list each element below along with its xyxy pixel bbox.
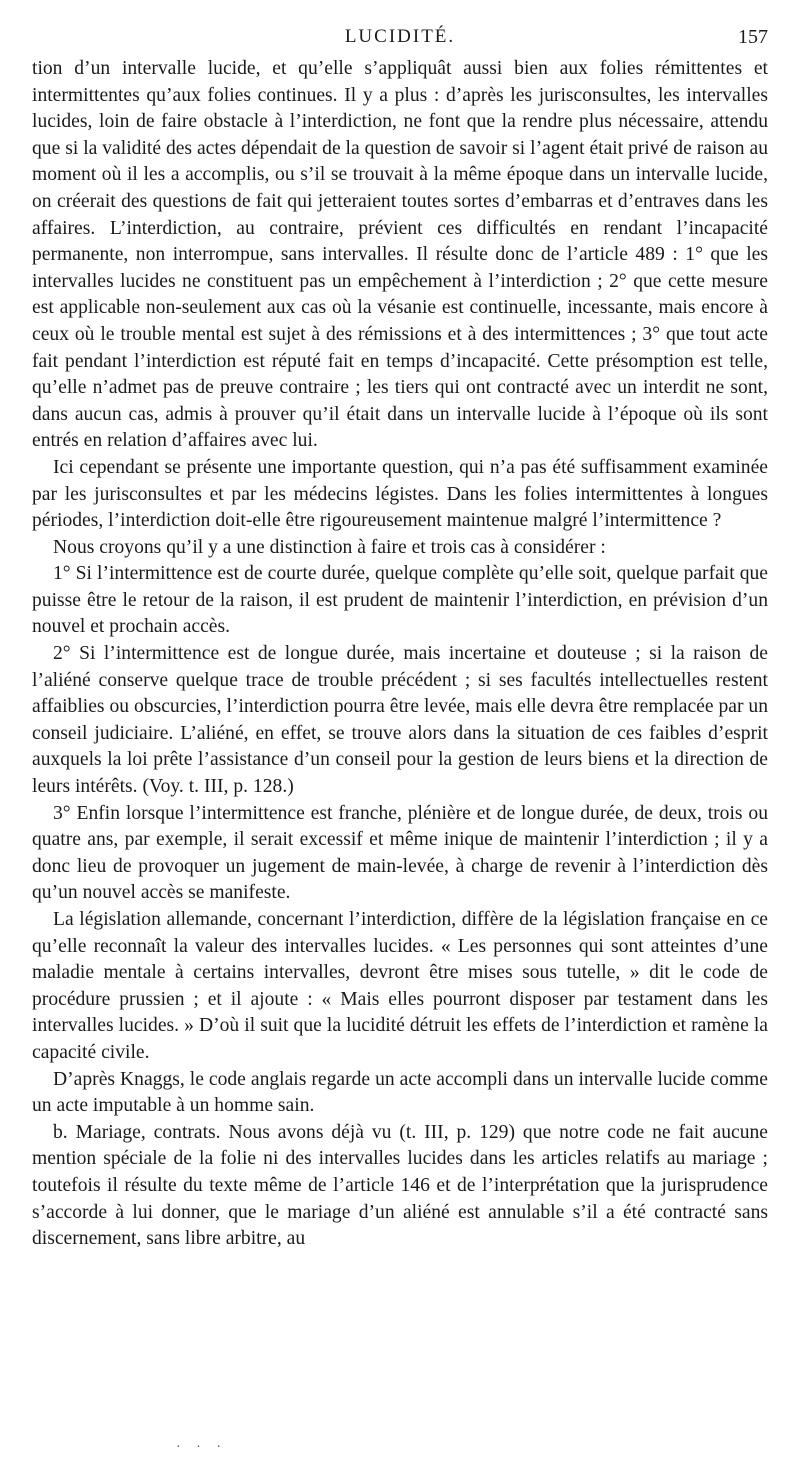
scan-artifact-dots: · · · [176, 1440, 227, 1455]
page-number: 157 [738, 26, 768, 48]
paragraph-question: Ici cependant se présente une importante question, qui n’a pas été suffisamment examinée par les jurisconsultes et par les médecins légistes. Dans les folies intermittentes à longues périodes, l’interdiction doit-elle être rigoureusement maintenue malgré l’intermittence ? [32, 456, 768, 532]
paragraph-german-law: La législation allemande, concernant l’interdiction, diffère de la législation française en ce qu’elle reconnaît la valeur des intervalles lucides. « Les personnes qui sont atteintes d’une maladie mentale à certains intervalles, devront être mises sous tutelle, » dit le code de procédure prussien ; et il ajoute : « Mais elles pourront disposer par testament dans les intervalles lucides. » D’où il suit que la lucidité détruit les effets de l’interdiction et ramène la capacité civile. [32, 909, 768, 1063]
page-header [32, 22, 768, 56]
running-title: LUCIDITÉ. [344, 26, 456, 47]
paragraph-case-3: 3° Enfin lorsque l’intermittence est franche, plénière et de longue durée, de deux, trois ou quatre ans, par exemple, il serait excessif et même inique de maintenir l’interdiction ; il y a donc lieu de provoquer un jugement de main-levée, à charge de revenir à l’interdiction dès qu’un nouvel accès se manifeste. [32, 802, 768, 904]
paragraph-case-2: 2° Si l’intermittence est de longue durée, mais incertaine et douteuse ; si la raison de l’aliéné conserve quelque trace de trouble précédent ; si ses facultés intellectuelles restent affaiblies ou obscurcies, l’interdiction pourra être levée, mais elle devra être remplacée par un conseil judiciaire. L’aliéné, en effet, se trouve alors dans la situation de ces faibles d’esprit auxquels la loi prête l’assistance d’un conseil pour la gestion de leurs biens et la direction de leurs intérêts. (Voy. t. III, p. 128.) [32, 643, 768, 798]
book-page [32, 22, 768, 1253]
paragraph-continuation: tion d’un intervalle lucide, et qu’elle s’appliquât aussi bien aux folies rémittentes et intermittentes qu’aux folies continues. Il y a plus : d’après les jurisconsultes, les intervalles lucides, loin de faire obstacle à l’interdiction, ne font que la rendre plus nécessaire, attendu que si la validité des actes dépendait de la question de savoir si l’agent était privé de raison au moment où il les a accomplis, ou s’il se trouvait à la même époque dans un intervalle lucide, on créerait des questions de fait qui jetteraient toutes sortes d’embarras et d’entraves dans les affaires. L’interdiction, au contraire, prévient ces difficultés en rendant l’incapacité permanente, non interrompue, sans intervalles. Il résulte donc de l’article 489 : 1° que les intervalles lucides ne constituent pas un empêchement à l’interdiction ; 2° que cette mesure est applicable non-seulement aux cas où la vésanie est continuelle, incessante, mais encore à ceux où le trouble mental est sujet à des rémissions et à des intermittences ; 3° que tout acte fait pendant l’interdiction est réputé fait en temps d’incapacité. Cette présomption est telle, qu’elle n’admet pas de preuve contraire ; les tiers qui ont contracté avec un interdit ne sont, dans aucun cas, admis à prouver qu’il était dans un intervalle lucide à l’époque où ils sont entrés en relation d’affaires avec lui. [32, 58, 768, 452]
paragraph-distinction: Nous croyons qu’il y a une distinction à faire et trois cas à considérer : [53, 536, 606, 558]
paragraph-english-code: D’après Knaggs, le code anglais regarde un acte accompli dans un intervalle lucide comme un acte imputable à un homme sain. [32, 1068, 768, 1117]
body-text [32, 56, 768, 1253]
paragraph-case-1: 1° Si l’intermittence est de courte durée, quelque complète qu’elle soit, quelque parfait que puisse être le retour de la raison, il est prudent de maintenir l’interdiction, en prévision d’un nouvel et prochain accès. [32, 563, 768, 638]
paragraph-marriage-contracts: b. Mariage, contrats. Nous avons déjà vu (t. III, p. 129) que notre code ne fait aucune mention spéciale de la folie ni des intervalles lucides dans les articles relatifs au mariage ; toutefois il résulte du texte même de l’article 146 et de l’interprétation que la jurisprudence s’accorde à lui donner, que le mariage d’un aliéné est annulable s’il a été contracté sans discernement, sans libre arbitre, au [32, 1121, 768, 1250]
